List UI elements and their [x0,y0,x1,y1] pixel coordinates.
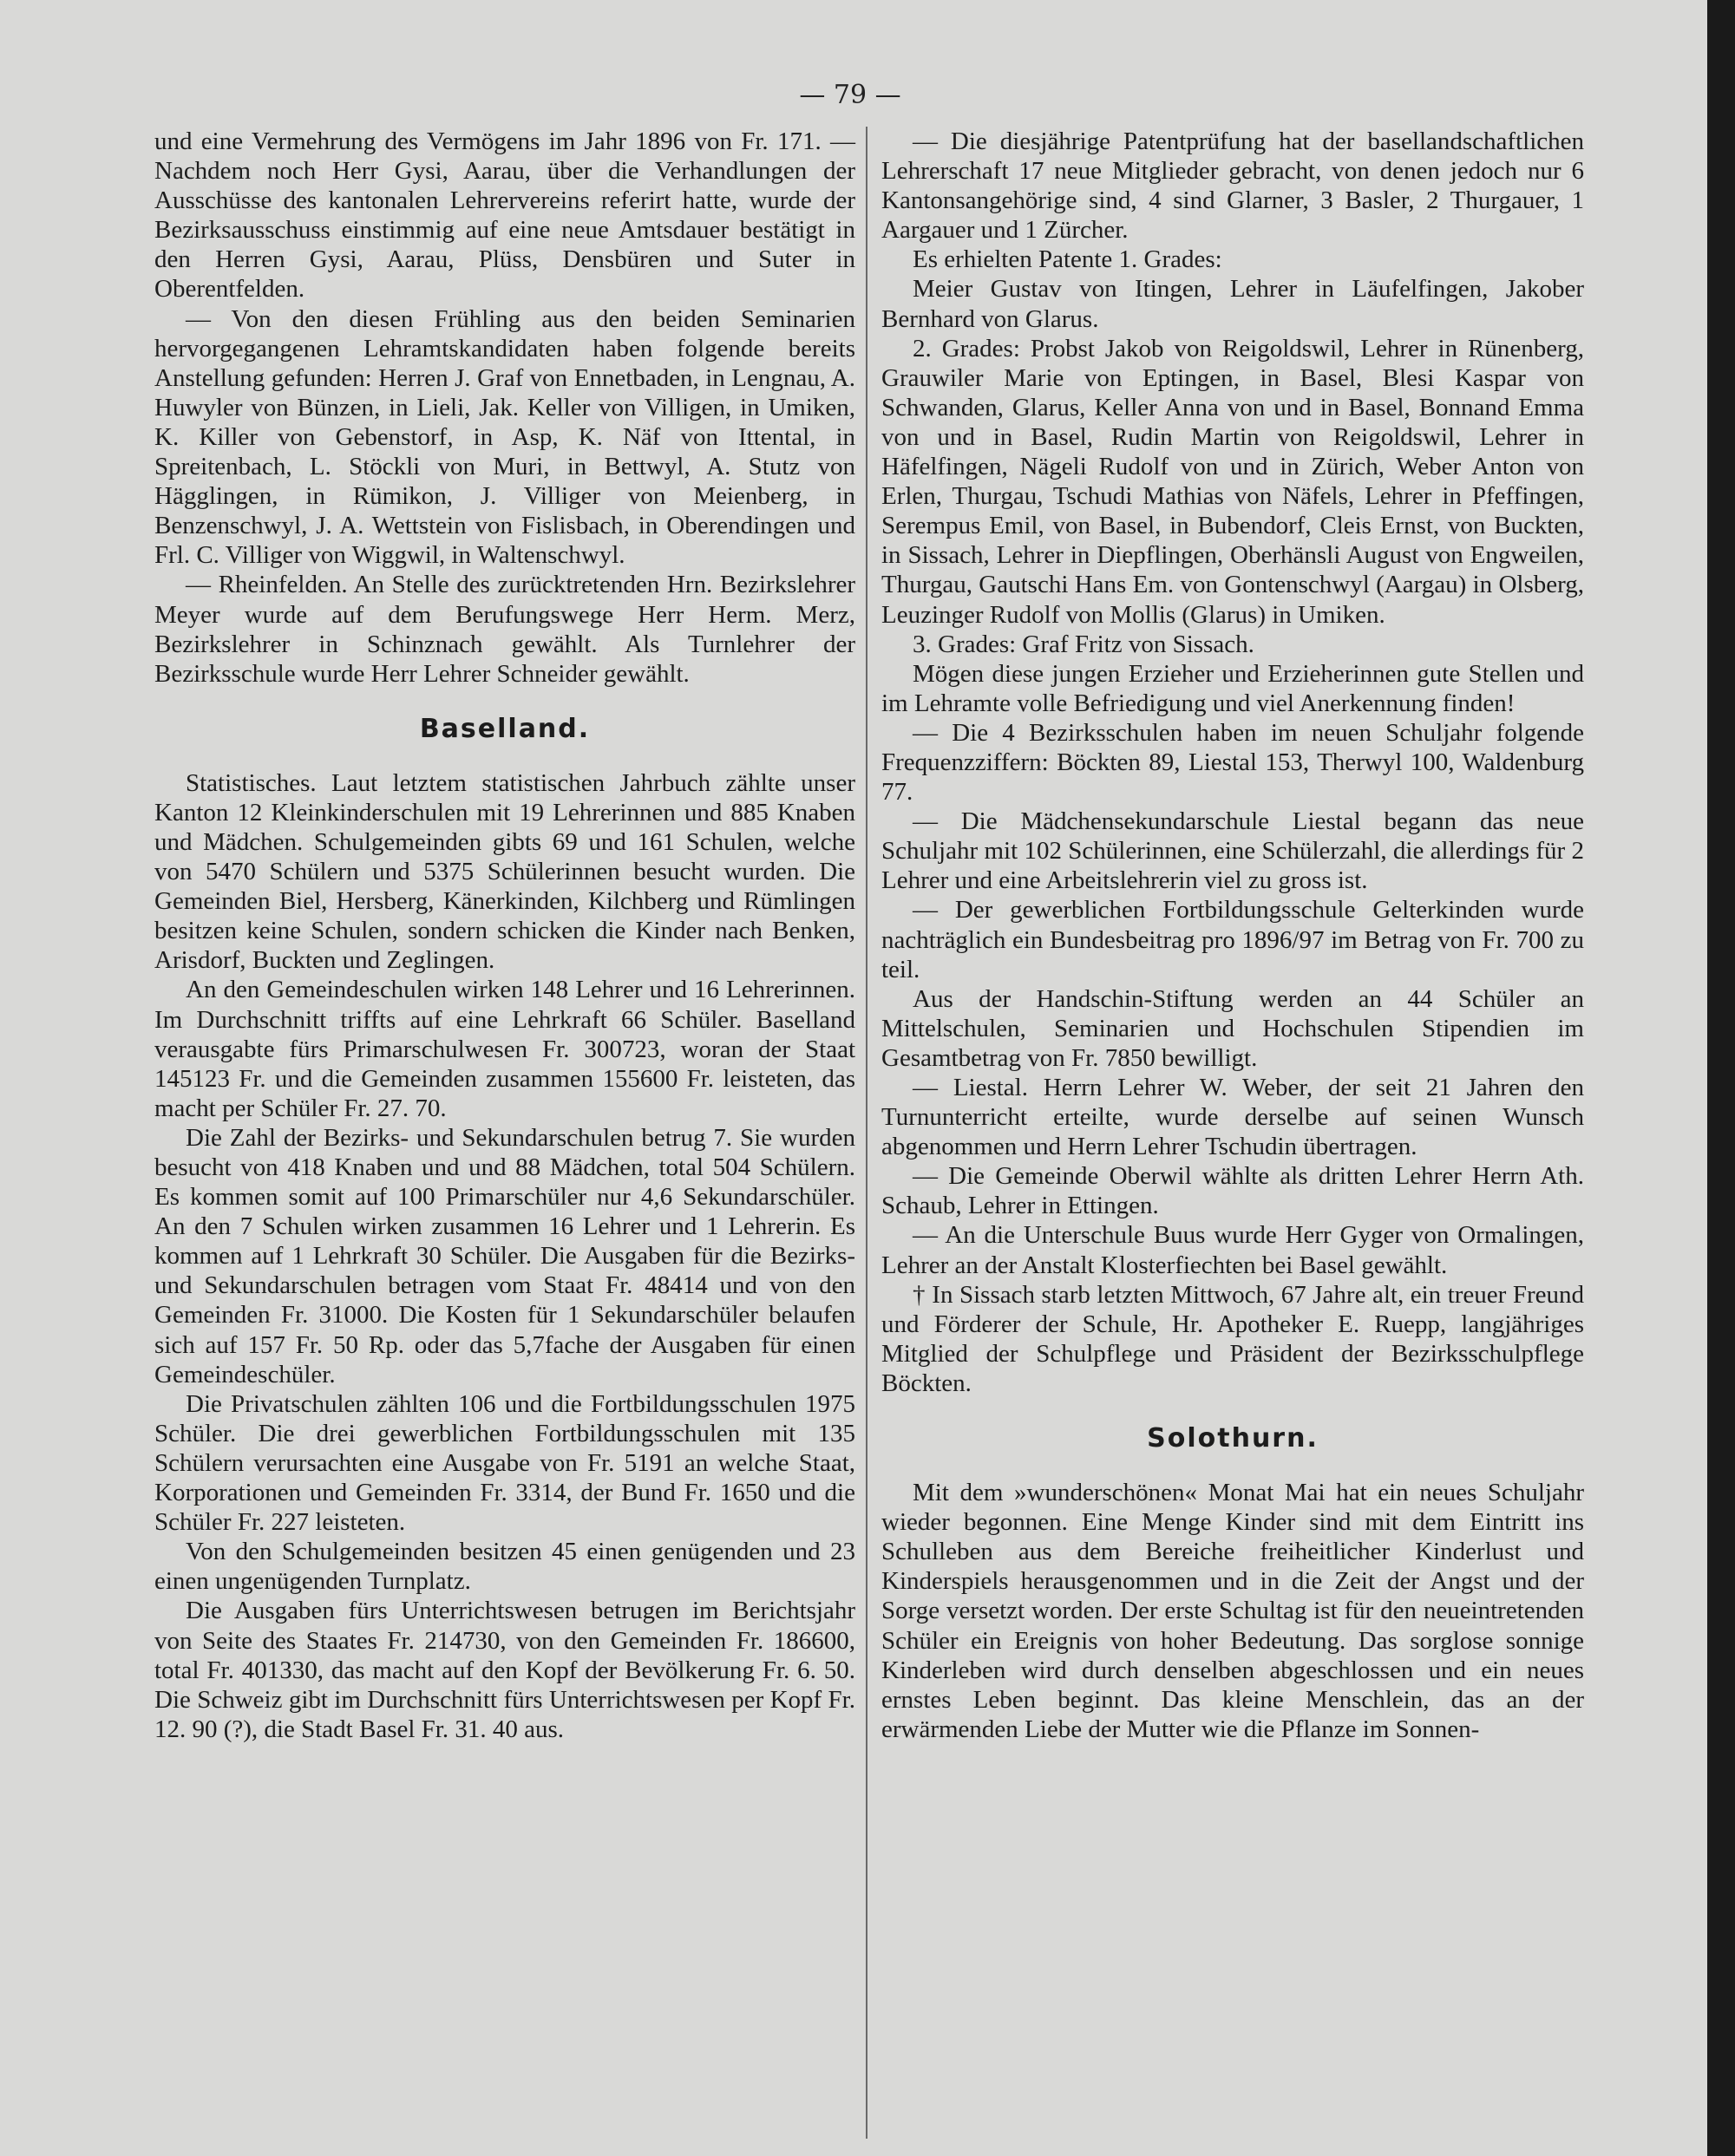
paragraph: Mögen diese jungen Erzieher und Erzieherinnen gute Stellen und im Lehramte volle Befriedigung und viel Anerkennung finden! [881,659,1584,717]
paragraph: Von den Schulgemeinden besitzen 45 einen genügenden und 23 einen ungenügenden Turnplatz. [154,1538,855,1596]
paragraph: 3. Grades: Graf Fritz von Sissach. [913,630,1254,658]
paragraph: Es erhielten Patente 1. Grades: [913,245,1222,274]
paragraph: — Rheinfelden. An Stelle des zurücktretenden Hrn. Bezirkslehrer Meyer wurde auf dem Berufungswege Herr Herm. Merz, Bezirkslehrer in Schinznach gewählt. Als Turnlehrer der Bezirksschule wurde Herr Lehrer Schneider gewählt. [154,571,855,688]
paragraph: 2. Grades: Probst Jakob von Reigoldswil, Lehrer in Rünenberg, Grauwiler Marie von Eptingen, in Basel, Blesi Kaspar von Schwanden, Glarus, Keller Anna von und in Basel, Bonnand Emma von und in Basel, Rudin Martin von Reigoldswil, Lehrer in Häfelfingen, Nägeli Rudolf von und in Zürich, Weber Anton von Erlen, Thurgau, Tschudi Mathias von Näfels, Lehrer in Pfeffingen, Serempus Emil, von Basel, in Bubendorf, Cleis Ernst, von Buckten, in Sissach, Lehrer in Diepflingen, Oberhänsli August von Engweilen, Thurgau, Gautschi Hans Em. von Gontenschwyl (Aargau) in Olsberg, Leuzinger Rudolf von Mollis (Glarus) in Umiken. [881,334,1584,629]
paragraph: — Der gewerblichen Fortbildungsschule Gelterkinden wurde nachträglich ein Bundesbeitrag pro 1896/97 im Betrag von Fr. 700 zu teil. [881,896,1584,983]
paragraph: — An die Unterschule Buus wurde Herr Gyger von Ormalingen, Lehrer an der Anstalt Klosterfiechten bei Basel gewählt. [881,1221,1584,1279]
paragraph: — Die Mädchensekundarschule Liestal begann das neue Schuljahr mit 102 Schülerinnen, eine Schülerzahl, die allerdings für 2 Lehrer und eine Arbeitslehrerin viel zu gross ist. [881,807,1584,895]
paragraph: Die Zahl der Bezirks- und Sekundarschulen betrug 7. Sie wurden besucht von 418 Knaben und und 88 Mädchen, total 504 Schülern. Es kommen somit auf 100 Primarschüler nur 4,6 Sekundarschüler. An den 7 Schulen wirken zusammen 16 Lehrer und 1 Lehrerin. Es kommen auf 1 Lehrkraft 30 Schüler. Die Ausgaben für die Bezirks- und Sekundarschulen betragen vom Staat Fr. 48414 und von den Gemeinden Fr. 31000. Die Kosten für 1 Sekundarschüler belaufen sich auf 157 Fr. 50 Rp. oder das 5,7fache der Ausgaben für einen Gemeindeschüler. [154,1123,855,1388]
left-column [154,127,855,1744]
paragraph: Mit dem »wunderschönen« Monat Mai hat ein neues Schuljahr wieder begonnen. Eine Menge Kinder sind mit dem Eintritt ins Schulleben aus dem Bereiche freiheitlicher Kinderlust und Kinderspiels herausgenommen und in die Zeit der Angst und der Sorge versetzt worden. Der erste Schultag ist für den neueintretenden Schüler ein Ereignis von hoher Bedeutung. Das sorglose sonnige Kinderleben wird durch denselben abgeschlossen und ein neues ernstes Leben beginnt. Das kleine Menschlein, das an der erwärmenden Liebe der Mutter wie die Pflanze im Sonnen- [881,1479,1584,1743]
paragraph: † In Sissach starb letzten Mittwoch, 67 Jahre alt, ein treuer Freund und Förderer der Schule, Hr. Apotheker E. Ruepp, langjähriges Mitglied der Schulpflege und Präsident der Bezirksschulpflege Böckten. [881,1280,1584,1397]
paragraph: Die Ausgaben fürs Unterrichtswesen betrugen im Berichtsjahr von Seite des Staates Fr. 214730, von den Gemeinden Fr. 186600, total Fr. 401330, das macht auf den Kopf der Bevölkerung Fr. 6. 50. Die Schweiz gibt im Durchschnitt fürs Unterrichtswesen per Kopf Fr. 12. 90 (?), die Stadt Basel Fr. 31. 40 aus. [154,1597,855,1743]
page-number: — 79 — [799,80,901,110]
paragraph: Meier Gustav von Itingen, Lehrer in Läufelfingen, Jakober Bernhard von Glarus. [881,275,1584,333]
paragraph: Statistisches. Laut letztem statistischen Jahrbuch zählte unser Kanton 12 Kleinkinderschulen mit 19 Lehrerinnen und 885 Knaben und Mädchen. Schulgemeinden gibts 69 und 161 Schulen, welche von 5470 Schülern und 5375 Schülerinnen besucht wurden. Die Gemeinden Biel, Hersberg, Känerkinden, Kilchberg und Rümlingen besitzen keine Schulen, sondern schicken die Kinder nach Benken, Arisdorf, Buckten und Zeglingen. [154,768,855,975]
paragraph: — Die Gemeinde Oberwil wählte als dritten Lehrer Herrn Ath. Schaub, Lehrer in Ettingen. [881,1162,1584,1220]
paragraph: und eine Vermehrung des Vermögens im Jahr 1896 von Fr. 171. — Nachdem noch Herr Gysi, Aarau, über die Verhandlungen der Ausschüsse des kantonalen Lehrervereins referirt hatte, wurde der Bezirksausschuss einstimmig auf eine neue Amtsdauer bestätigt in den Herren Gysi, Aarau, Plüss, Densbüren und Suter in Oberentfelden. [154,127,855,304]
paragraph: — Von den diesen Frühling aus den beiden Seminarien hervorgegangenen Lehramtskandidaten haben folgende bereits Anstellung gefunden: Herren J. Graf von Ennetbaden, in Lengnau, A. Huwyler von Bünzen, in Lieli, Jak. Keller von Villigen, in Umiken, K. Killer von Gebenstorf, in Asp, K. Näf von Ittental, in Spreitenbach, L. Stöckli von Muri, in Bettwyl, A. Stutz von Hägglingen, in Rümikon, J. Villiger von Meienberg, in Benzenschwyl, J. A. Wettstein von Fislisbach, in Oberendingen und Frl. C. Villiger von Wiggwil, in Waltenschwyl. [154,304,855,570]
paragraph: Die Privatschulen zählten 106 und die Fortbildungsschulen 1975 Schüler. Die drei gewerblichen Fortbildungsschulen mit 135 Schülern verursachten eine Ausgabe von Fr. 5191 an welche Staat, Korporationen und Gemeinden Fr. 3314, der Bund Fr. 1650 und die Schüler Fr. 227 leisteten. [154,1389,855,1537]
right-column [881,127,1584,1744]
scan-edge [1707,0,1735,2156]
paragraph: — Liestal. Herrn Lehrer W. Weber, der seit 21 Jahren den Turnunterricht erteilte, wurde derselbe auf seinen Wunsch abgenommen und Herrn Lehrer Tschudin übertragen. [881,1074,1584,1161]
section-heading-solothurn: Solothurn. [1147,1423,1319,1454]
paragraph: Aus der Handschin-Stiftung werden an 44 Schüler an Mittelschulen, Seminarien und Hochschulen Stipendien im Gesamtbetrag von Fr. 7850 bewilligt. [881,984,1584,1072]
paragraph: — Die diesjährige Patentprüfung hat der basellandschaftlichen Lehrerschaft 17 neue Mitglieder gebracht, von denen jedoch nur 6 Kantonsangehörige sind, 4 sind Glarner, 3 Basler, 2 Thurgauer, 1 Aargauer und 1 Zürcher. [881,127,1584,245]
section-heading-baselland: Baselland. [419,713,591,744]
paragraph: — Die 4 Bezirksschulen haben im neuen Schuljahr folgende Frequenzziffern: Böckten 89, Liestal 153, Therwyl 100, Waldenburg 77. [881,718,1584,807]
column-divider [866,127,868,2139]
paragraph: An den Gemeindeschulen wirken 148 Lehrer und 16 Lehrerinnen. Im Durchschnitt triffts auf eine Lehrkraft 66 Schüler. Baselland verausgabte fürs Primarschulwesen Fr. 300723, woran der Staat 145123 Fr. und die Gemeinden zusammen 155600 Fr. leisteten, das macht per Schüler Fr. 27. 70. [154,976,855,1122]
